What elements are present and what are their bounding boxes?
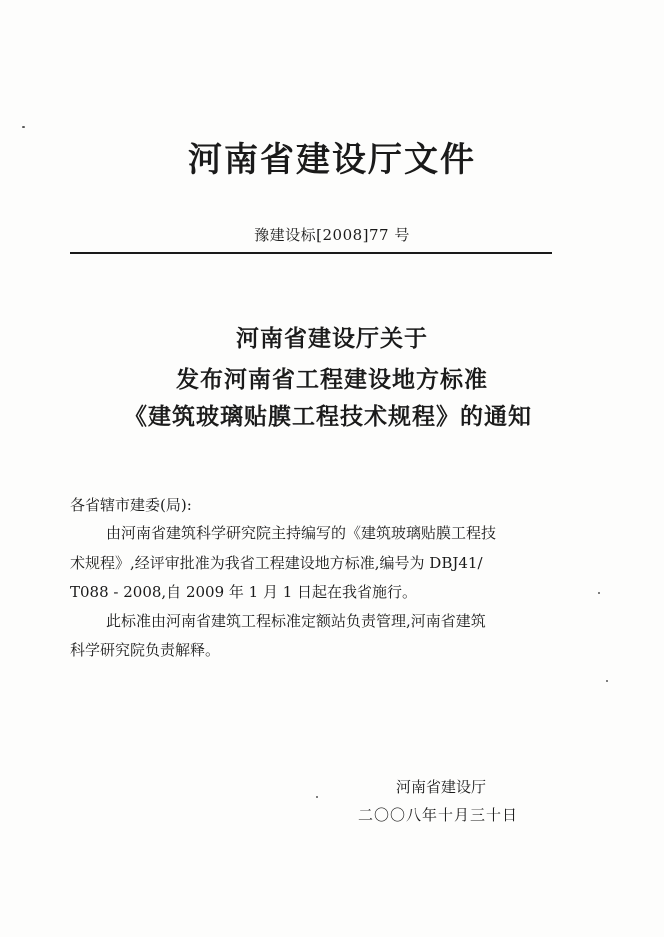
- scan-speck: [316, 796, 318, 798]
- paragraph-2-line-1: 此标准由河南省建筑工程标准定额站负责管理,河南省建筑: [106, 612, 486, 630]
- paragraph-2-line-2: 科学研究院负责解释。: [70, 641, 221, 659]
- document-number: 豫建设标[2008]77 号: [254, 226, 410, 244]
- signature-issuer: 河南省建设厅: [396, 778, 487, 796]
- notice-title-line-1: 河南省建设厅关于: [236, 326, 428, 352]
- salutation: 各省辖市建委(局):: [70, 496, 192, 514]
- signature-date: 二〇〇八年十月三十日: [358, 806, 519, 824]
- paragraph-1-line-2: 术规程》,经评审批准为我省工程建设地方标准,编号为 DBJ41/: [70, 554, 483, 572]
- header-divider: [70, 252, 552, 254]
- paragraph-1-line-3: T088 - 2008,自 2009 年 1 月 1 日起在我省施行。: [70, 583, 418, 601]
- notice-title-line-2: 发布河南省工程建设地方标准: [176, 367, 488, 393]
- scan-speck: [598, 592, 600, 594]
- scan-speck: [22, 126, 25, 128]
- scan-speck: [606, 680, 608, 682]
- paragraph-1-line-1: 由河南省建筑科学研究院主持编写的《建筑玻璃贴膜工程技: [106, 524, 497, 542]
- document-header-title: 河南省建设厅文件: [188, 140, 476, 180]
- notice-title-line-3: 《建筑玻璃贴膜工程技术规程》的通知: [124, 404, 532, 430]
